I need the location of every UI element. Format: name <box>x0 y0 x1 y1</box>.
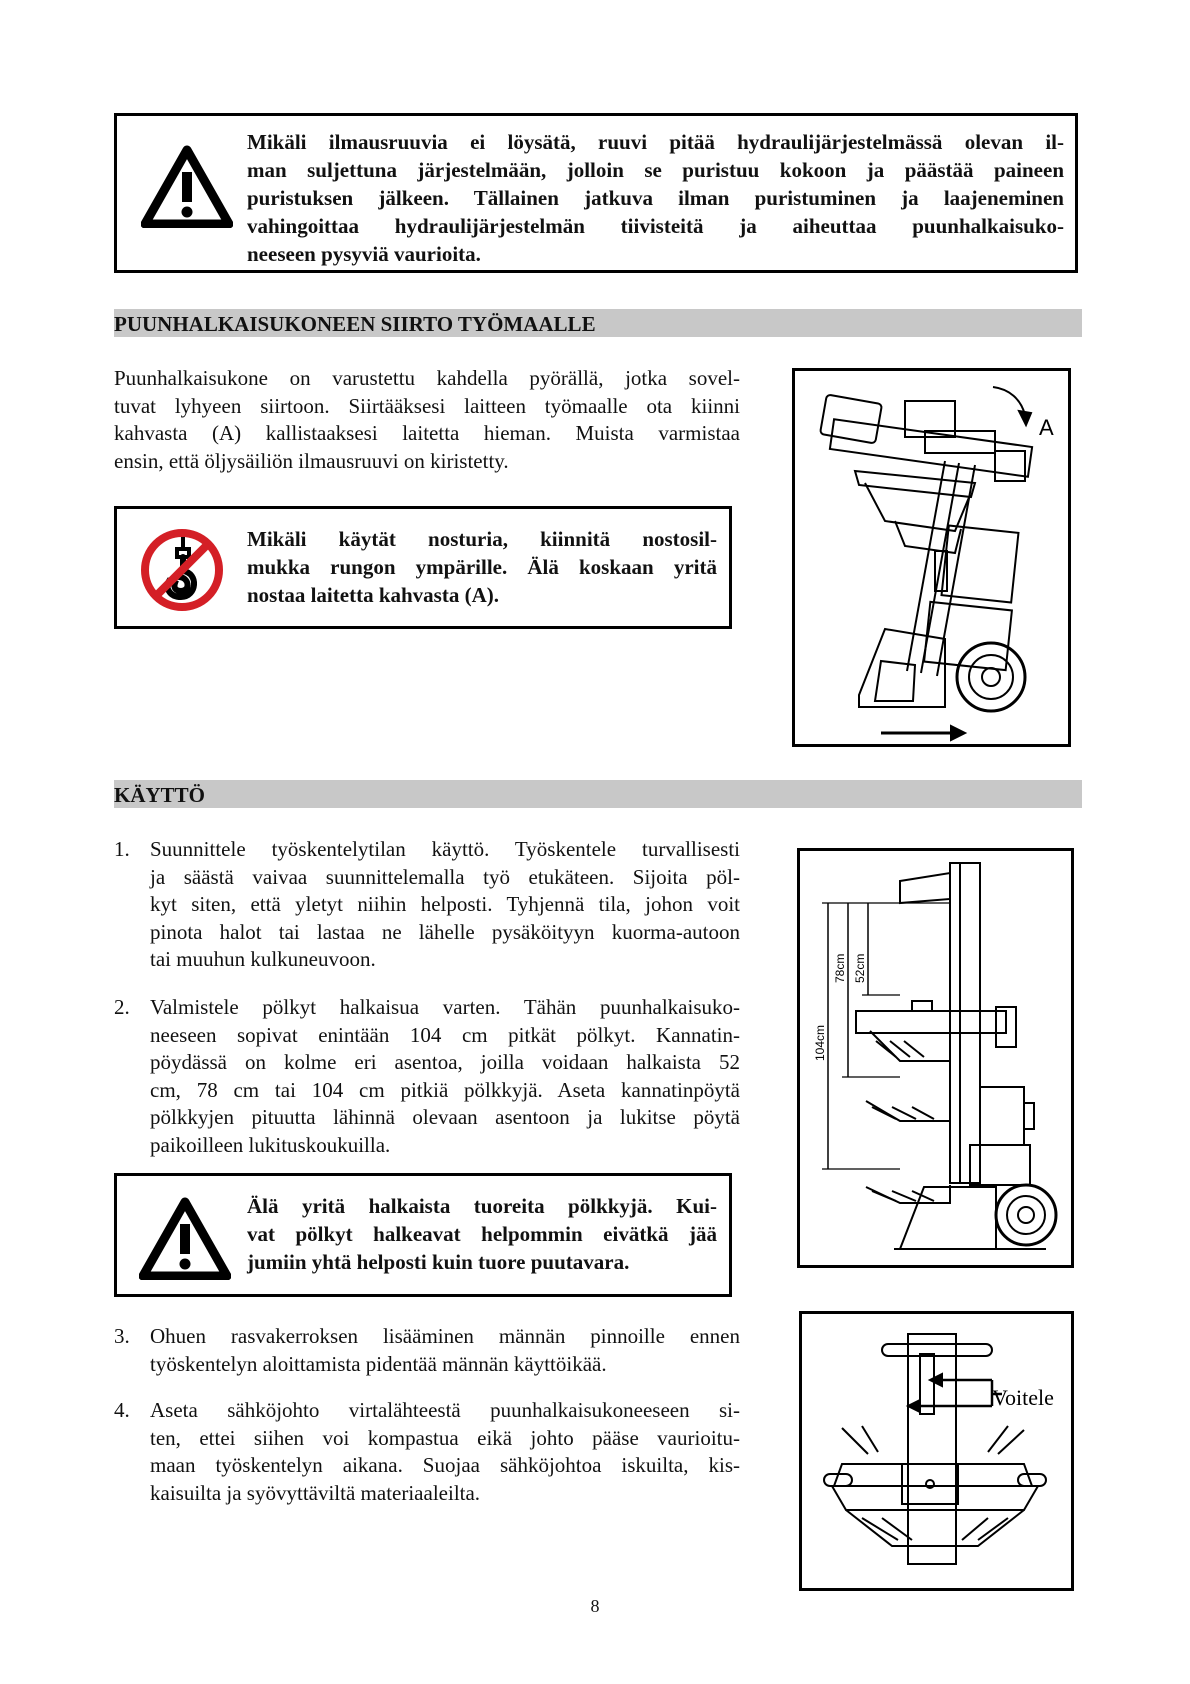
no-hook-lifting-icon <box>139 527 225 613</box>
figure-lubricate <box>799 1311 1074 1591</box>
warning-box-fresh-logs <box>114 1173 732 1297</box>
transport-paragraph: Puunhalkaisukone on varustettu kahdella pyörällä, jotka sovel- tuvat lyhyeen siirtoon. Siirtääksesi laitteen työmaalle ota kiinni kahvasta (A) kallistaaksesi laitetta hieman. Muista varmistaa ensin, että öljysäiliön ilmausruuvi on kiristetty. <box>114 366 740 473</box>
section-heading-transport: PUUNHALKAISUKONEEN SIIRTO TYÖMAALLE <box>114 309 1082 337</box>
log-splitter-top-view-drawing <box>802 1314 1071 1588</box>
warning-text: Mikäli ilmausruuvia ei löysätä, ruuvi pitää hydraulijärjestelmässä olevan il- man suljettuna järjestelmään, jolloin se puristuu kokoon ja päästää paineen puristuksen jälkeen. Tällainen jatkuva ilman puristuminen ja laajeneminen vahingoittaa hydraulijärjestelmän tiivisteitä ja aiheuttaa puunhalkaisuko- neeseen pysyviä vaurioita. <box>247 130 1064 266</box>
list-number: 3. <box>114 1324 130 1348</box>
warning-box-air-screw <box>114 113 1078 273</box>
dimension-label-78: 78cm <box>833 953 847 983</box>
warning-triangle-icon <box>139 1196 231 1280</box>
list-number: 1. <box>114 837 130 861</box>
warning-triangle-icon <box>141 144 233 228</box>
figure-table-heights <box>797 848 1074 1268</box>
figure-transport-tilt <box>792 368 1071 747</box>
list-item: Suunnittele työskentelytilan käyttö. Työskentele turvallisesti ja säästä vaivaa suunnittelemalla työ etukäteen. Sijoita pöl- kyt siten, että yletyt niihin helposti. Tyhjennä tila, johon voit pinota halot tai lastaa ne lähelle pysäköityyn kuorma-autoon tai muuhun kulkuneuvoon. <box>150 837 740 971</box>
page-number: 8 <box>590 1596 600 1616</box>
log-splitter-heights-drawing <box>800 851 1071 1265</box>
list-number: 4. <box>114 1398 130 1422</box>
lubricate-label: Voitele <box>992 1385 1054 1410</box>
dimension-label-104: 104cm <box>813 1024 827 1061</box>
list-item: Ohuen rasvakerroksen lisääminen männän pinnoille ennen työskentelyn aloittamista pidentää männän käyttöikää. <box>150 1324 740 1376</box>
warning-box-crane <box>114 506 732 629</box>
log-splitter-tilted-drawing <box>795 371 1068 744</box>
list-item: Valmistele pölkyt halkaisua varten. Tähän puunhalkaisuko- neeseen sopivat enintään 104 cm pitkät pölkyt. Kannatin- pöydässä on kolme eri asentoa, joilla voidaan halkaista 52 cm, 78 cm tai 104 cm pitkiä pölkkyjä. Aseta kannatinpöytä pölkkyjen pituutta lähinnä olevaan asentoon ja lukitse pöytä paikoilleen lukituskoukuilla. <box>150 995 740 1157</box>
list-number: 2. <box>114 995 130 1019</box>
fresh-logs-warning-text: Älä yritä halkaista tuoreita pölkkyjä. Kui- vat pölkyt halkeavat helpommin eivätkä jää jumiin yhtä helposti kuin tuore puutavara. <box>247 1194 717 1274</box>
crane-warning-text: Mikäli käytät nosturia, kiinnitä nostosil- mukka rungon ympärille. Älä koskaan yritä nostaa laitetta kahvasta (A). <box>247 527 717 607</box>
list-item: Aseta sähköjohto virtalähteestä puunhalkaisukoneeseen si- ten, ettei siihen voi kompastua eikä johto pääse vaurioitu- maan työskentelyn aikana. Suojaa sähköjohtoa iskuilta, kis- kaisuilta ja syövyttäviltä materiaaleilta. <box>150 1398 740 1505</box>
dimension-label-52: 52cm <box>853 953 867 983</box>
section-heading-usage: KÄYTTÖ <box>114 780 1082 808</box>
handle-label-a: A <box>1039 415 1054 440</box>
